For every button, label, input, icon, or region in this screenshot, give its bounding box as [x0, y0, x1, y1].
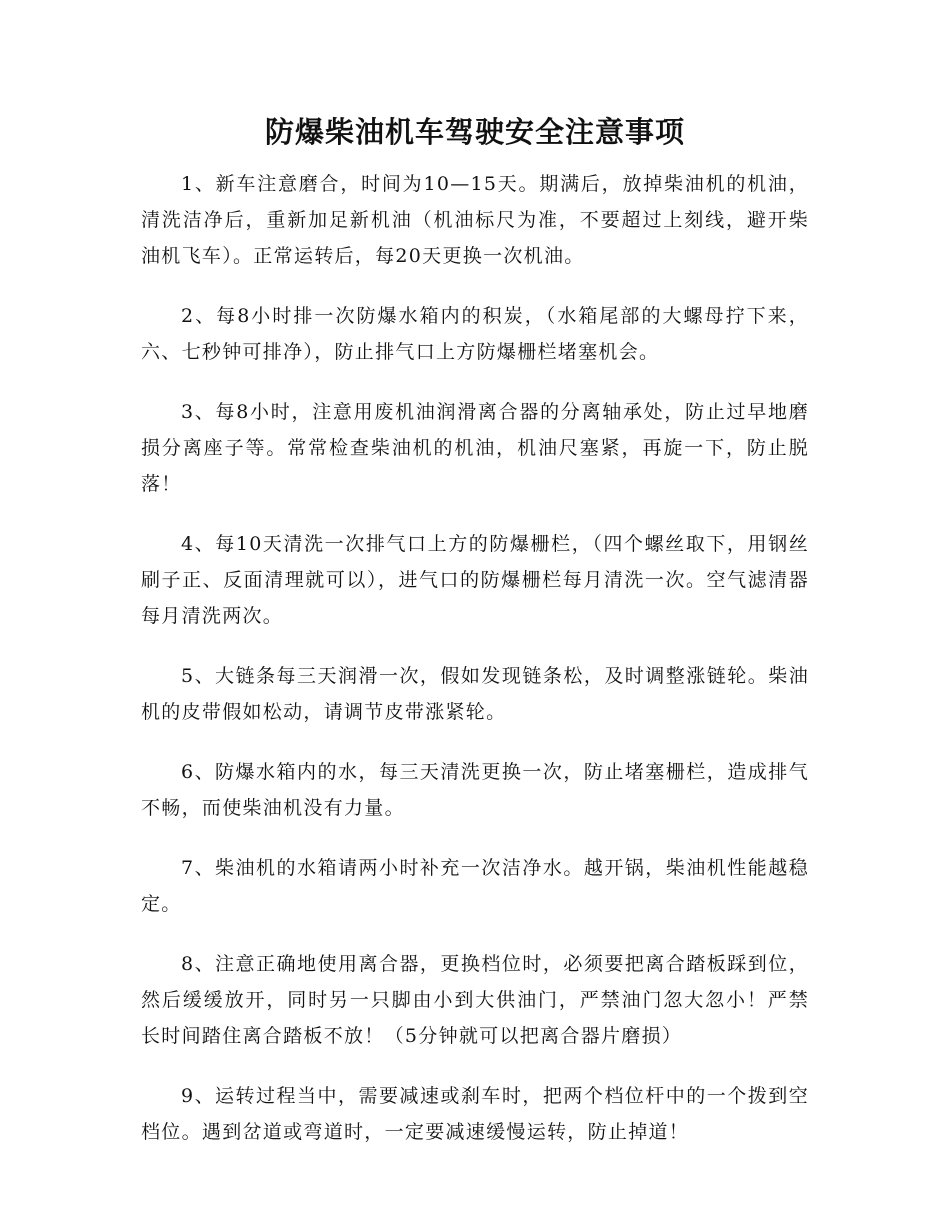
paragraph-7: 7、柴油机的水箱请两小时补充一次洁净水。越开锅，柴油机性能越稳定。 [141, 857, 809, 915]
paragraph-6: 6、防爆水箱内的水，每三天清洗更换一次，防止堵塞栅栏，造成排气不畅，而使柴油机没有力量。 [141, 761, 809, 819]
paragraph-5: 5、大链条每三天润滑一次，假如发现链条松，及时调整涨链轮。柴油机的皮带假如松动，请调节皮带涨紧轮。 [141, 665, 809, 723]
document-title: 防爆柴油机车驾驶安全注意事项 [264, 115, 685, 149]
paragraph-3: 3、每8小时，注意用废机油润滑离合器的分离轴承处，防止过早地磨损分离座子等。常常检查柴油机的机油，机油尺塞紧，再旋一下，防止脱落！ [141, 401, 809, 495]
paragraph-8: 8、注意正确地使用离合器，更换档位时，必须要把离合踏板踩到位，然后缓缓放开，同时另一只脚由小到大供油门，严禁油门忽大忽小！严禁长时间踏住离合踏板不放！（5分钟就可以把离合器片磨损） [141, 953, 809, 1047]
paragraph-1: 1、新车注意磨合，时间为10—15天。期满后，放掉柴油机的机油，清洗洁净后，重新加足新机油（机油标尺为准，不要超过上刻线，避开柴油机飞车）。正常运转后，每20天更换一次机油。 [141, 173, 809, 267]
document-body [141, 166, 809, 1174]
paragraph-4: 4、每10天清洗一次排气口上方的防爆栅栏，（四个螺丝取下，用钢丝刷子正、反面清理就可以），进气口的防爆栅栏每月清洗一次。空气滤清器每月清洗两次。 [141, 533, 809, 627]
paragraph-9: 9、运转过程当中，需要减速或刹车时，把两个档位杆中的一个拨到空档位。遇到岔道或弯道时，一定要减速缓慢运转，防止掉道！ [141, 1085, 809, 1143]
paragraph-2: 2、每8小时排一次防爆水箱内的积炭，（水箱尾部的大螺母拧下来，六、七秒钟可排净），防止排气口上方防爆栅栏堵塞机会。 [141, 305, 809, 363]
